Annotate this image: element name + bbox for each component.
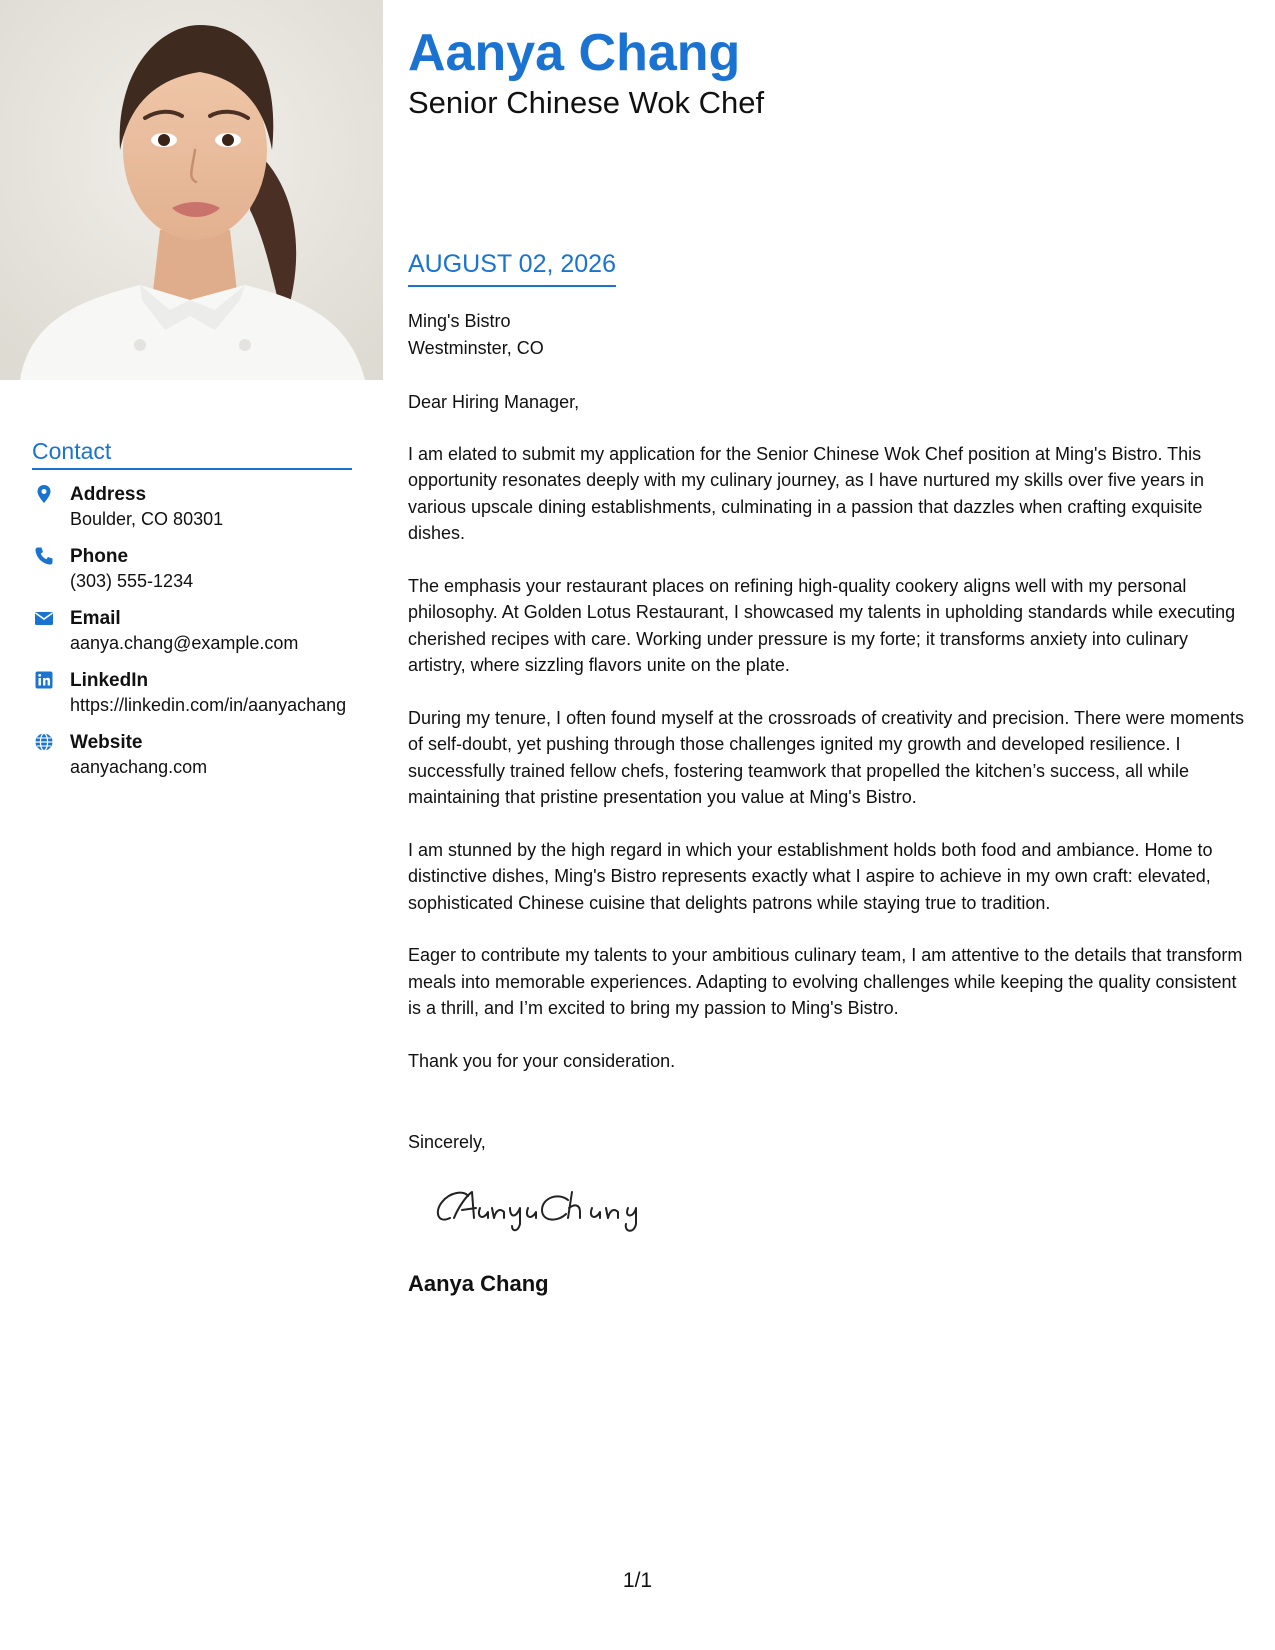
contact-email: [32, 606, 352, 656]
contact-value[interactable]: aanyachang.com: [70, 757, 208, 777]
closing: Sincerely,: [408, 1132, 486, 1152]
linkedin-icon: [34, 670, 54, 690]
letter-date: AUGUST 02, 2026: [408, 248, 616, 287]
contact-website: [32, 730, 352, 780]
applicant-name: Aanya Chang: [408, 24, 741, 82]
recipient-name: Ming's Bistro: [408, 311, 511, 331]
letter-paragraph: Thank you for your consideration.: [408, 1050, 676, 1071]
contact-linkedin: [32, 668, 352, 718]
contact-value[interactable]: https://linkedin.com/in/aanyachang: [70, 695, 347, 715]
envelope-icon: [34, 608, 54, 628]
letter-paragraph: I am elated to submit my application for the Senior Chinese Wok Chef position at Ming's Bistro. This opportunity resonates deeply with my culinary journey, as I have nurtured my skills over five years in various upscale dining establishments, culminating in a passion that dazzles when crafting exquisite dishes.: [408, 443, 1205, 543]
salutation: Dear Hiring Manager,: [408, 392, 580, 412]
contact-address: [32, 482, 352, 532]
recipient-location: Westminster, CO: [408, 337, 544, 358]
letter-body: [408, 308, 1248, 1100]
contact-label: Address: [70, 484, 147, 505]
letter-paragraph: Eager to contribute my talents to your ambitious culinary team, I am attentive to the details that transform meals into memorable experiences. Adapting to evolving challenges while keeping the quality consistent is a thrill, and I’m excited to bring my passion to Ming's Bistro.: [408, 945, 1243, 1018]
contact-value: Boulder, CO 80301: [70, 509, 224, 529]
map-pin-icon: [34, 484, 54, 504]
letter-paragraph: The emphasis your restaurant places on refining high-quality cookery aligns well with my personal philosophy. At Golden Lotus Restaurant, I showcased my talents in upholding standards while executing cherished recipes with care. Working under pressure is my forte; it transforms anxiety into culinary artistry, where sizzling flavors unite on the plate.: [408, 575, 1236, 675]
contact-heading: Contact: [32, 436, 352, 470]
page-number: 1/1: [622, 1569, 653, 1592]
contact-label: Website: [70, 732, 143, 753]
globe-icon: [34, 732, 54, 752]
contact-phone: [32, 544, 352, 594]
phone-icon: [34, 546, 54, 566]
contact-value: (303) 555-1234: [70, 571, 194, 591]
contact-value: aanya.chang@example.com: [70, 633, 299, 653]
letter-paragraph: During my tenure, I often found myself at the crossroads of creativity and precision. There were moments of self-doubt, yet pushing through those challenges ignited my growth and developed resilience. I successfully trained fellow chefs, fostering teamwork that propelled the kitchen’s success, all while maintaining that pristine presentation you value at Ming's Bistro.: [408, 707, 1245, 807]
contact-label: LinkedIn: [70, 670, 149, 691]
signature-image: [428, 1178, 668, 1238]
contact-sidebar: [32, 436, 352, 792]
job-title: Senior Chinese Wok Chef: [408, 85, 765, 120]
contact-label: Phone: [70, 546, 129, 567]
profile-photo: [0, 0, 383, 380]
letter-paragraph: I am stunned by the high regard in which your establishment holds both food and ambiance. Home to distinctive dishes, Ming's Bistro represents exactly what I aspire to achieve in my own craft: elevated, sophisticated Chinese cuisine that delights patrons while staying true to tradition.: [408, 839, 1213, 913]
signer-name: Aanya Chang: [408, 1271, 549, 1296]
contact-label: Email: [70, 608, 121, 629]
